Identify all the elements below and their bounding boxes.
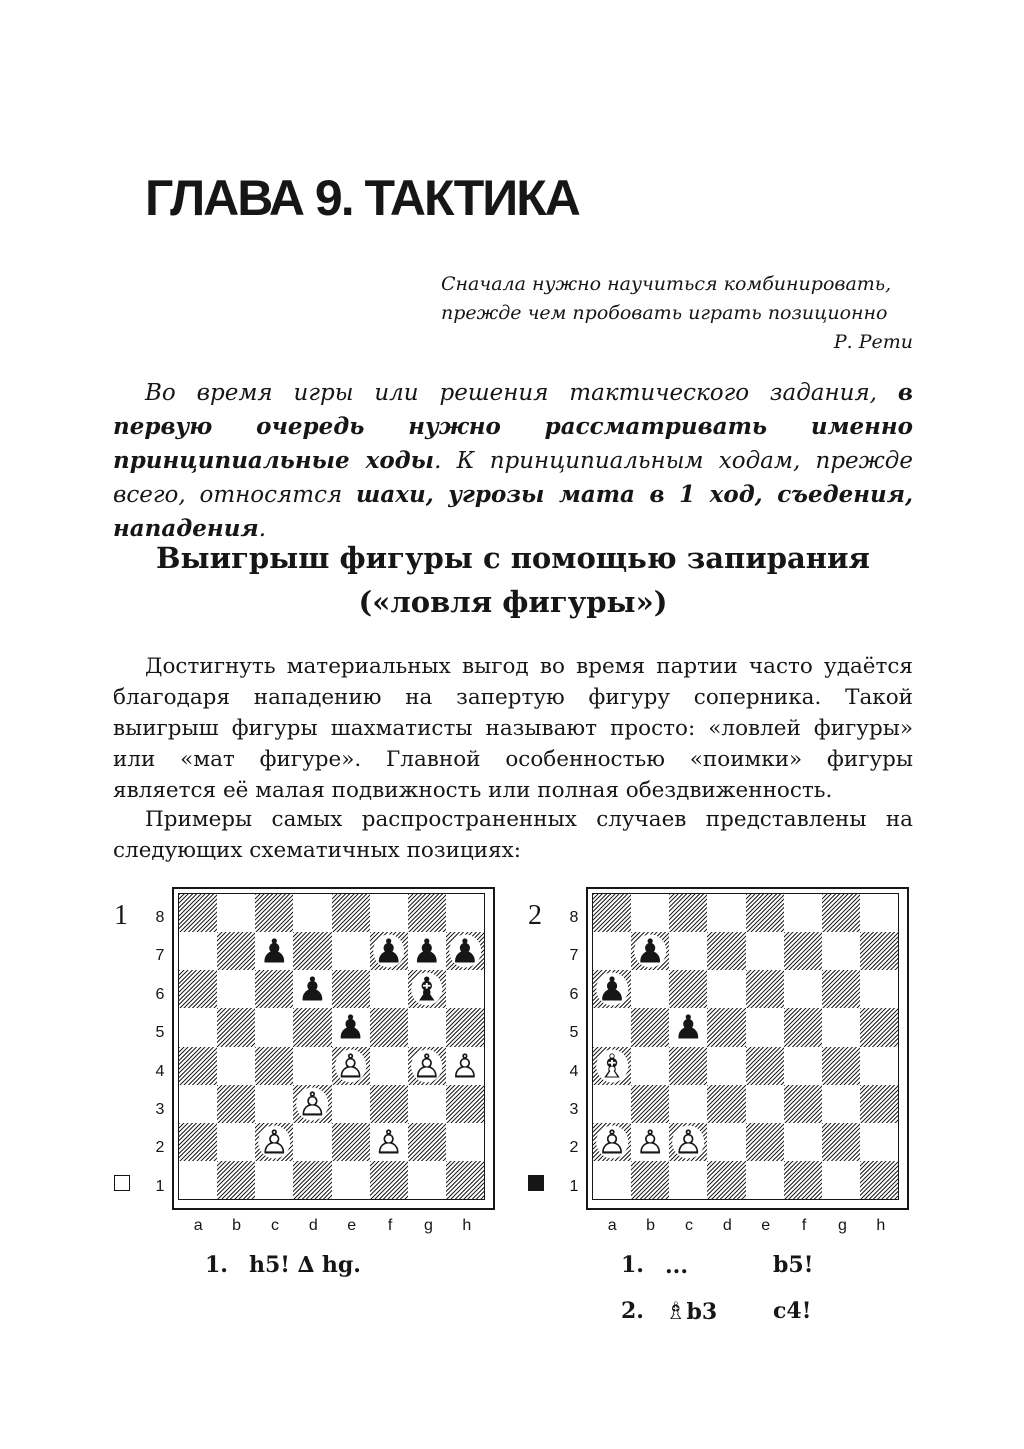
square-c5 [669,1008,707,1046]
square-b2 [631,1123,669,1161]
chess-board [178,893,485,1200]
square-a6 [593,970,631,1008]
square-c2 [255,1123,293,1161]
square-b7 [631,932,669,970]
square-e6 [332,970,370,1008]
file-label: c [270,1217,279,1234]
move-list-1 [205,1242,361,1288]
square-h8 [446,894,484,932]
square-e4 [332,1047,370,1085]
square-e5 [746,1008,784,1046]
white-move: h5! ∆ hg. [249,1252,361,1278]
square-c7 [255,932,293,970]
file-label: d [308,1217,318,1234]
square-e1 [746,1161,784,1199]
file-label: d [722,1217,732,1234]
square-e7 [746,932,784,970]
square-c6 [669,970,707,1008]
rank-label: 6 [155,985,165,1003]
square-f5 [370,1008,408,1046]
square-g3 [408,1085,446,1123]
body-text: Достигнуть материальных выгод во время партии часто удаётся благодаря нападению на запертую фигуру соперника. Такой выигрыш фигуры шахматисты называют просто: «ловлей фигуры» или «мат фигуре». Главной особенностью «поимки» фигуры является её малая подвижность или полная обездвиженность. [113,654,913,803]
square-h6 [860,970,898,1008]
square-b8 [631,894,669,932]
square-a3 [179,1085,217,1123]
file-label: h [876,1217,886,1234]
white-to-move-icon [114,1175,130,1191]
black-pawn-icon: ♟ [335,1007,366,1047]
square-e7 [332,932,370,970]
square-g1 [408,1161,446,1199]
rank-label: 8 [155,909,165,926]
white-pawn-icon: ♙ [673,1122,704,1162]
square-g2 [408,1123,446,1161]
white-pawn-icon: ♙ [297,1084,328,1124]
square-g4 [408,1047,446,1085]
square-e5 [332,1008,370,1046]
square-g7 [822,932,860,970]
square-f5 [784,1008,822,1046]
square-g4 [822,1047,860,1085]
square-d3 [707,1085,745,1123]
square-h5 [860,1008,898,1046]
black-pawn-icon: ♟ [635,931,665,971]
white-pawn-icon: ♙ [597,1122,627,1162]
black-move: b5! [773,1252,814,1278]
square-d4 [707,1047,745,1085]
square-e4 [746,1047,784,1085]
square-f1 [784,1161,822,1199]
square-d6 [293,970,331,1008]
square-f6 [784,970,822,1008]
square-b5 [217,1008,255,1046]
rank-label: 7 [569,947,579,965]
square-a5 [179,1008,217,1046]
square-f8 [370,894,408,932]
square-g1 [822,1161,860,1199]
square-h5 [446,1008,484,1046]
square-b8 [217,894,255,932]
intro-text: Во время игры или решения тактического задания, [145,380,898,406]
square-a6 [179,970,217,1008]
square-f3 [370,1085,408,1123]
square-g6 [408,970,446,1008]
body-paragraph [113,651,913,806]
epigraph-line: Сначала нужно научиться комбинировать, [441,273,892,295]
intro-paragraph [113,376,913,546]
square-c8 [669,894,707,932]
black-pawn-icon: ♟ [673,1007,704,1047]
square-d1 [707,1161,745,1199]
rank-label: 5 [569,1024,579,1042]
square-c1 [669,1161,707,1199]
black-pawn-icon: ♟ [373,931,404,971]
epigraph-author: Р. Рети [833,331,913,353]
intro-text: . К принципиальным ходам, прежде всего, относятся [113,448,913,508]
square-h7 [446,932,484,970]
square-f4 [784,1047,822,1085]
square-c7 [669,932,707,970]
square-e8 [746,894,784,932]
square-b5 [631,1008,669,1046]
white-bishop-icon: ♗ [597,1046,627,1086]
square-f4 [370,1047,408,1085]
file-label: a [607,1217,617,1234]
rank-label: 3 [569,1100,579,1118]
chapter-title: ГЛАВА 9. ТАКТИКА [145,170,579,226]
square-d5 [293,1008,331,1046]
move-row [205,1242,361,1288]
square-d8 [293,894,331,932]
square-g5 [408,1008,446,1046]
square-e2 [332,1123,370,1161]
white-move [665,1242,773,1288]
move-number: 1. [621,1252,644,1278]
square-c6 [255,970,293,1008]
white-pawn-icon: ♙ [635,1122,665,1162]
file-labels [179,1217,486,1235]
square-h7 [860,932,898,970]
white-pawn-icon: ♙ [373,1122,404,1162]
white-move-text: b3 [686,1299,718,1325]
rank-label: 4 [569,1062,579,1080]
square-g8 [408,894,446,932]
rank-label: 1 [569,1177,579,1195]
section-title-line: («ловля фигуры») [358,585,668,619]
chess-board-frame [172,887,495,1210]
black-pawn-icon: ♟ [597,969,627,1009]
square-h2 [860,1123,898,1161]
square-e6 [746,970,784,1008]
rank-label: 2 [569,1139,579,1157]
square-a8 [593,894,631,932]
square-d2 [707,1123,745,1161]
epigraph-line: прежде чем пробовать играть позиционно [441,302,888,324]
square-h4 [446,1047,484,1085]
move-list-2 [621,1242,833,1334]
file-label: b [232,1217,242,1234]
section-title-line: Выигрыш фигуры с помощью запирания [156,541,870,575]
square-f8 [784,894,822,932]
square-b4 [631,1047,669,1085]
square-d4 [293,1047,331,1085]
square-d7 [707,932,745,970]
file-label: g [423,1217,433,1234]
square-c3 [255,1085,293,1123]
square-g3 [822,1085,860,1123]
square-b1 [631,1161,669,1199]
square-a3 [593,1085,631,1123]
file-label: a [193,1217,203,1234]
square-c4 [255,1047,293,1085]
square-f7 [370,932,408,970]
file-labels [593,1217,900,1235]
white-pawn-icon: ♙ [259,1122,290,1162]
square-h1 [446,1161,484,1199]
file-label: g [837,1217,847,1234]
square-g7 [408,932,446,970]
section-title [113,536,913,624]
square-f7 [784,932,822,970]
file-label: f [801,1217,807,1234]
square-a4 [179,1047,217,1085]
white-pawn-icon: ♙ [335,1046,366,1086]
square-e8 [332,894,370,932]
file-label: c [684,1217,693,1234]
square-c4 [669,1047,707,1085]
move-number: 1. [205,1252,228,1278]
epigraph [441,270,913,357]
square-b1 [217,1161,255,1199]
rank-label: 1 [155,1177,165,1195]
file-label: f [387,1217,393,1234]
white-pawn-icon: ♙ [450,1046,480,1086]
black-pawn-icon: ♟ [259,931,290,971]
file-label: e [761,1217,771,1234]
intro-emphasis: шахи, угрозы мата в 1 ход, съедения, нападения [113,481,914,542]
file-label: h [462,1217,472,1234]
black-bishop-icon: ♝ [412,969,442,1009]
square-h4 [860,1047,898,1085]
move-row [621,1242,833,1288]
square-b4 [217,1047,255,1085]
body-text: Примеры самых распространенных случаев представлены на следующих схематичных позициях: [113,807,913,863]
rank-label: 3 [155,1100,165,1118]
square-b6 [631,970,669,1008]
square-d1 [293,1161,331,1199]
rank-label: 4 [155,1062,165,1080]
square-b3 [217,1085,255,1123]
square-c5 [255,1008,293,1046]
square-a1 [179,1161,217,1199]
square-e3 [332,1085,370,1123]
square-a2 [179,1123,217,1161]
square-h1 [860,1161,898,1199]
black-pawn-icon: ♟ [412,931,442,971]
move-number: 2. [621,1298,644,1324]
square-g8 [822,894,860,932]
square-h3 [446,1085,484,1123]
square-h2 [446,1123,484,1161]
body-paragraph [113,804,913,866]
rank-label: 7 [155,947,165,965]
square-f2 [784,1123,822,1161]
bishop-icon: ♗ [665,1297,687,1325]
rank-label: 6 [569,985,579,1003]
rank-label: 5 [155,1024,165,1042]
intro-text: . [258,516,267,542]
square-e1 [332,1161,370,1199]
chess-board [592,893,899,1200]
square-b2 [217,1123,255,1161]
square-d3 [293,1085,331,1123]
rank-label: 2 [155,1139,165,1157]
square-b7 [217,932,255,970]
file-label: e [347,1217,357,1234]
file-label: b [646,1217,656,1234]
square-e3 [746,1085,784,1123]
square-d2 [293,1123,331,1161]
black-move: c4! [773,1298,812,1324]
square-d5 [707,1008,745,1046]
square-f1 [370,1161,408,1199]
square-a7 [179,932,217,970]
square-a1 [593,1161,631,1199]
black-to-move-icon [528,1175,544,1191]
diagram-number: 1 [114,900,128,931]
square-f2 [370,1123,408,1161]
square-a8 [179,894,217,932]
square-b3 [631,1085,669,1123]
square-c3 [669,1085,707,1123]
move-row [621,1288,833,1334]
square-f3 [784,1085,822,1123]
rank-label: 8 [569,909,579,926]
square-c8 [255,894,293,932]
square-h3 [860,1085,898,1123]
rank-labels [150,899,170,1206]
intro-emphasis: в первую очередь нужно рассматривать именно принципиальные ходы [113,379,913,474]
square-c1 [255,1161,293,1199]
white-move-text: ... [665,1253,688,1279]
square-d7 [293,932,331,970]
square-e2 [746,1123,784,1161]
square-c2 [669,1123,707,1161]
square-b6 [217,970,255,1008]
white-move [665,1288,773,1334]
diagram-number: 2 [528,900,542,931]
square-g2 [822,1123,860,1161]
rank-labels [564,899,584,1206]
square-g5 [822,1008,860,1046]
black-pawn-icon: ♟ [450,931,480,971]
square-a4 [593,1047,631,1085]
square-h6 [446,970,484,1008]
square-a7 [593,932,631,970]
square-d6 [707,970,745,1008]
square-d8 [707,894,745,932]
square-f6 [370,970,408,1008]
square-g6 [822,970,860,1008]
square-a5 [593,1008,631,1046]
square-h8 [860,894,898,932]
black-pawn-icon: ♟ [297,969,328,1009]
square-a2 [593,1123,631,1161]
chess-board-frame [586,887,909,1210]
white-pawn-icon: ♙ [412,1046,442,1086]
